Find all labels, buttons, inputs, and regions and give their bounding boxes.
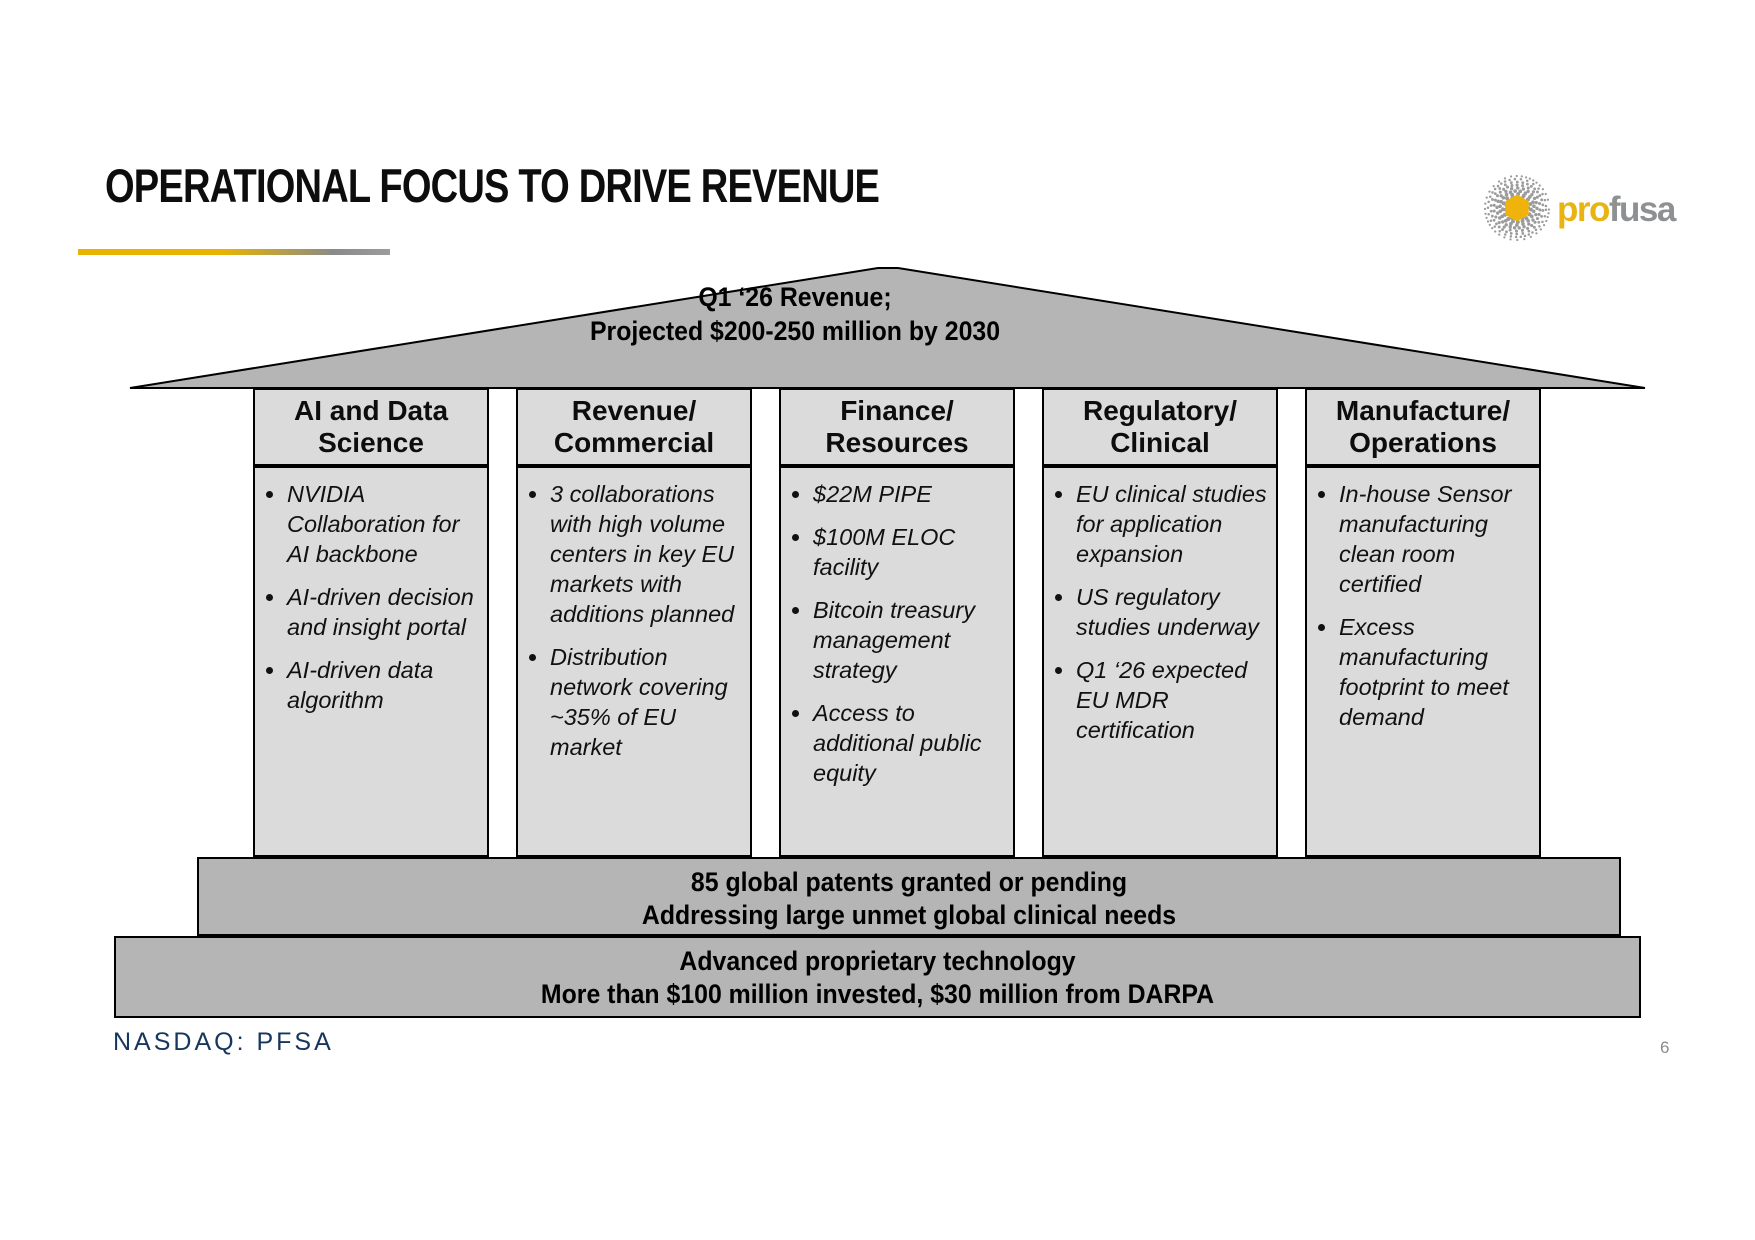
pediment-line1: Q1 ‘26 Revenue;: [698, 282, 892, 312]
pillar-title-line1: Finance/: [840, 395, 954, 426]
bullet-item: • AI-driven data algorithm: [287, 655, 479, 715]
logo-wordmark-fusa: fusa: [1608, 190, 1675, 229]
patents-line1: 85 global patents granted or pending: [690, 867, 1128, 897]
bullet-item: • Access to additional public equity: [813, 698, 1005, 788]
pillar-bullet-list: [518, 479, 750, 762]
logo-wordmark: [1557, 190, 1675, 230]
bullet-item: • In-house Sensor manufacturing clean room certified: [1339, 479, 1531, 599]
pillar-bullet-list: [255, 479, 487, 715]
pillar-title-line1: Manufacture/: [1335, 395, 1511, 426]
foundation-band-technology: [114, 936, 1641, 1018]
nasdaq-ticker: NASDAQ: PFSA: [113, 1028, 334, 1056]
bullet-item: • NVIDIA Collaboration for AI backbone: [287, 479, 479, 569]
pillar-manufacture-operations: [1305, 388, 1541, 857]
title-underline: [78, 249, 390, 255]
pillar-title: [781, 390, 1013, 468]
pillar-title: [1307, 390, 1539, 468]
pillar-regulatory-clinical: [1042, 388, 1278, 857]
pillar-title: [1044, 390, 1276, 468]
technology-line2: More than $100 million invested, $30 million from DARPA: [540, 979, 1215, 1009]
bullet-item: • Bitcoin treasury management strategy: [813, 595, 1005, 685]
foundation-band-patents: [197, 857, 1621, 936]
pillar-ai-and-data-science: [253, 388, 489, 857]
page-number: 6: [1660, 1038, 1670, 1057]
bullet-item: • Excess manufacturing footprint to meet demand: [1339, 612, 1531, 732]
pillar-title-line1: AI and Data: [293, 395, 449, 426]
pillar-finance-resources: [779, 388, 1015, 857]
pillar-bullet-list: [1044, 479, 1276, 745]
pillar-bullet-list: [781, 479, 1013, 788]
pillar-revenue-commercial: [516, 388, 752, 857]
pillar-title: [255, 390, 487, 468]
patents-line2: Addressing large unmet global clinical needs: [641, 900, 1177, 930]
logo-wordmark-pro: pro: [1557, 190, 1609, 229]
pillar-bullet-list: [1307, 479, 1539, 732]
bullet-item: • $100M ELOC facility: [813, 522, 1005, 582]
pillar-title: [518, 390, 750, 468]
pediment-line2: Projected $200-250 million by 2030: [589, 316, 1001, 346]
bullet-item: • $22M PIPE: [813, 479, 1005, 509]
bullet-item: • Distribution network covering ~35% of EU market: [550, 642, 742, 762]
pillar-title-line2: Resources: [825, 427, 969, 458]
bullet-item: • 3 collaborations with high volume centers in key EU markets with additions planned: [550, 479, 742, 629]
profusa-logo: [1483, 174, 1675, 242]
pediment-revenue-projection: [130, 280, 1460, 348]
technology-line1: Advanced proprietary technology: [679, 946, 1076, 976]
profusa-sunburst-icon: [1483, 174, 1551, 242]
bullet-item: • US regulatory studies underway: [1076, 582, 1268, 642]
pillar-title-line2: Science: [318, 427, 424, 458]
pillar-title-line2: Operations: [1349, 427, 1497, 458]
bullet-item: • EU clinical studies for application expansion: [1076, 479, 1268, 569]
pillar-title-line2: Commercial: [553, 427, 715, 458]
pillar-title-line1: Revenue/: [571, 395, 697, 426]
bullet-item: • AI-driven decision and insight portal: [287, 582, 479, 642]
pillar-title-line1: Regulatory/: [1082, 395, 1238, 426]
pillar-title-line2: Clinical: [1110, 427, 1210, 458]
bullet-item: • Q1 ‘26 expected EU MDR certification: [1076, 655, 1268, 745]
page-title: OPERATIONAL FOCUS TO DRIVE REVENUE: [105, 159, 880, 212]
